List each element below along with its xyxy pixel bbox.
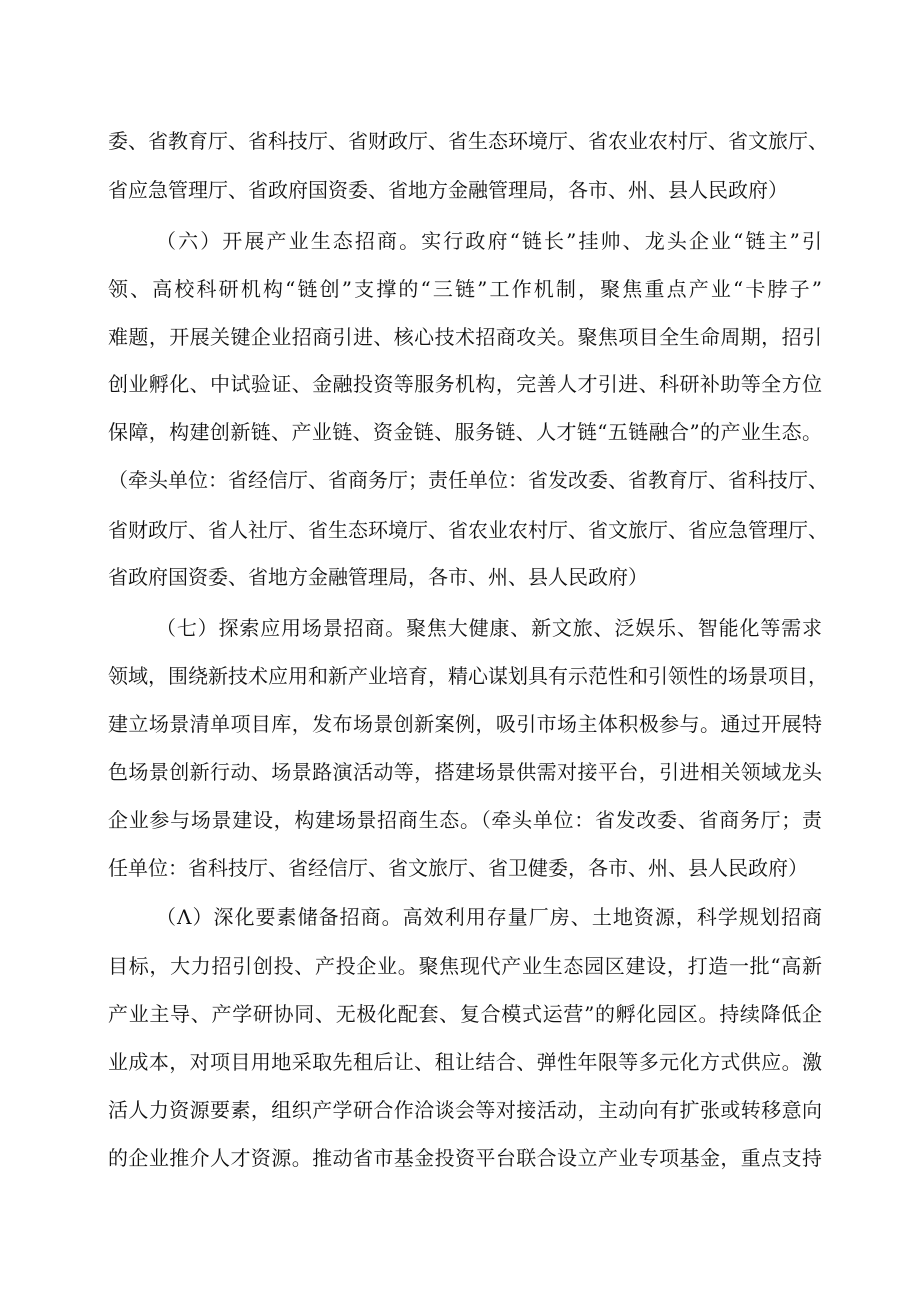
paragraph-line: （Λ）深化要素储备招商。高效利用存量厂房、土地资源，科学规划招商 <box>156 905 822 929</box>
paragraph-line: 业成本，对项目用地采取先租后让、租让结合、弹性年限等多元化方式供应。激 <box>108 1050 822 1074</box>
paragraph-line: 省政府国资委、省地方金融管理局，各市、州、县人民政府） <box>108 565 648 589</box>
paragraph-line: 目标，大力招引创投、产投企业。聚焦现代产业生态园区建设，打造一批“高新 <box>108 954 822 978</box>
paragraph-line: 创业孵化、中试验证、金融投资等服务机构，完善人才引进、科研补助等全方位 <box>108 372 822 396</box>
paragraph-line: 省应急管理厅、省政府国资委、省地方金融管理局，各市、州、县人民政府） <box>108 178 788 202</box>
paragraph-line: 领、高校科研机构“链创”支撑的“三链”工作机制，聚焦重点产业“卡脖子” <box>108 277 822 301</box>
paragraph-line: 难题，开展关键企业招商引进、核心技术招商攻关。聚焦项目全生命周期，招引 <box>108 325 822 349</box>
paragraph-line: （牵头单位：省经信厅、省商务厅；责任单位：省发改委、省教育厅、省科技厅、 <box>108 468 828 492</box>
paragraph-line: 色场景创新行动、场景路演活动等，搭建场景供需对接平台，引进相关领域龙头 <box>108 760 822 784</box>
paragraph-line: 活人力资源要素，组织产学研合作洽谈会等对接活动，主动向有扩张或转移意向 <box>108 1098 822 1122</box>
paragraph-line: 企业参与场景建设，构建场景招商生态。（牵头单位：省发改委、省商务厅；责 <box>108 808 822 832</box>
paragraph-line: 建立场景清单项目库，发布场景创新案例，吸引市场主体积极参与。通过开展特 <box>108 712 822 736</box>
paragraph-line: 产业主导、产学研协同、无极化配套、复合模式运营”的孵化园区。持续降低企 <box>108 1002 822 1026</box>
paragraph-line: 领域，围绕新技术应用和新产业培育，精心谋划具有示范性和引领性的场景项目， <box>108 664 828 688</box>
paragraph-line: 保障，构建创新链、产业链、资金链、服务链、人才链“五链融合”的产业生态。 <box>108 420 822 444</box>
paragraph-line: 省财政厅、省人社厅、省生态环境厅、省农业农村厅、省文旅厅、省应急管理厅、 <box>108 518 828 542</box>
paragraph-line: （六）开展产业生态招商。实行政府“链长”挂帅、龙头企业“链主”引 <box>156 229 822 253</box>
paragraph-line: 的企业推介人才资源。推动省市基金投资平台联合设立产业专项基金，重点支持 <box>108 1146 822 1170</box>
paragraph-line: 任单位：省科技厅、省经信厅、省文旅厅、省卫健委，各市、州、县人民政府） <box>108 856 808 880</box>
paragraph-line: 委、省教育厅、省科技厅、省财政厅、省生态环境厅、省农业农村厅、省文旅厅、 <box>108 129 828 153</box>
paragraph-line: （七）探索应用场景招商。聚焦大健康、新文旅、泛娱乐、智能化等需求 <box>156 616 822 640</box>
